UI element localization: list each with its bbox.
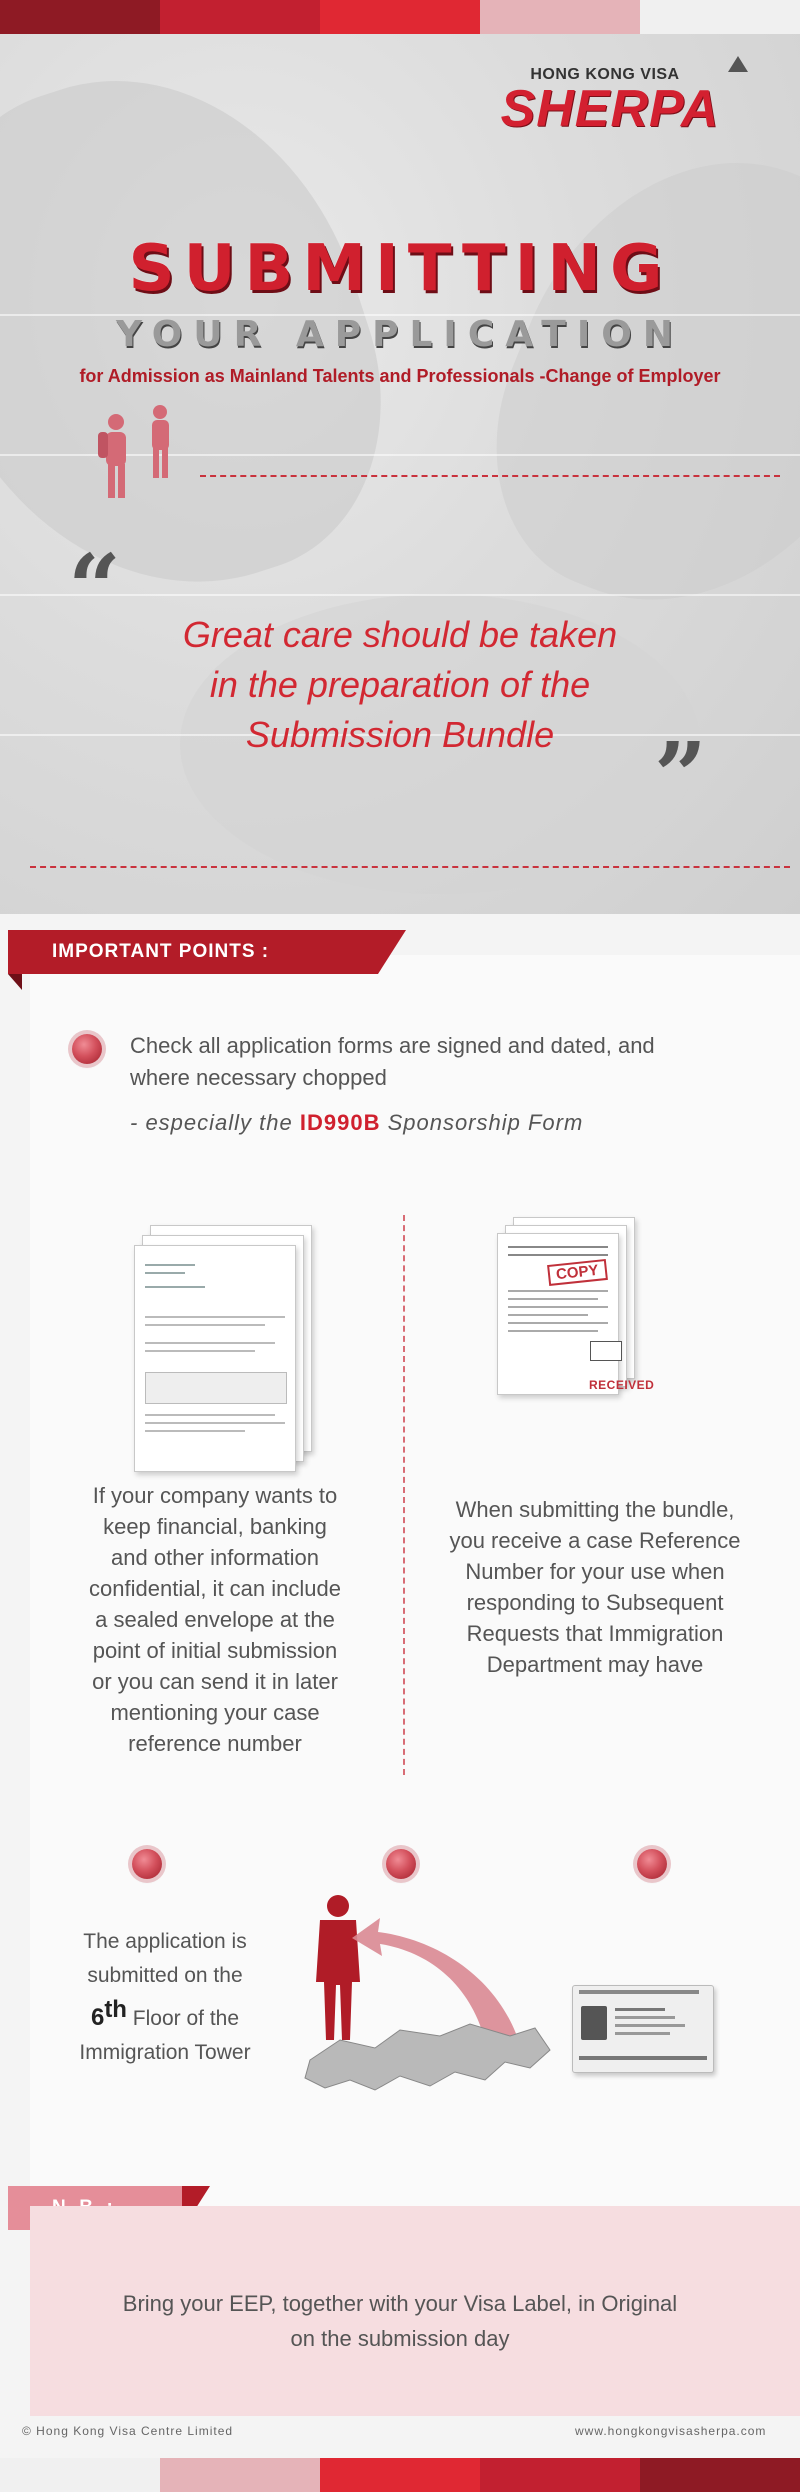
- quote-line: in the preparation of the: [209, 664, 591, 705]
- text-line: reference number: [128, 1731, 302, 1756]
- copy-stamp: COPY: [547, 1259, 607, 1286]
- submission-location-text: [60, 1925, 270, 2070]
- bullet-icon: [386, 1849, 416, 1879]
- point-subtext: [130, 1110, 750, 1136]
- text-line: keep financial, banking: [103, 1514, 327, 1539]
- text-line: or you can send it in later: [92, 1669, 338, 1694]
- copyright-text: © Hong Kong Visa Centre Limited: [22, 2424, 234, 2438]
- text-line: point of initial submission: [92, 1638, 338, 1663]
- id-card-icon: [572, 1985, 714, 2073]
- text-line: Bring your EEP, together with your Visa Label, in Original: [122, 2291, 678, 2316]
- text-line: When submitting the bundle,: [455, 1497, 735, 1522]
- received-document-icon: [497, 1233, 619, 1395]
- confidential-info-text: [55, 1480, 375, 1759]
- text-line: Requests that Immigration: [466, 1621, 724, 1646]
- text-line: mentioning your case: [110, 1700, 320, 1725]
- text-line: on the submission day: [290, 2326, 510, 2351]
- close-quote-icon: ”: [654, 722, 707, 830]
- website-link[interactable]: www.hongkongvisasherpa.com: [575, 2424, 767, 2438]
- businessman-icon: [316, 1895, 360, 2040]
- quote-text: [60, 610, 740, 760]
- dashed-divider: [200, 475, 780, 477]
- hikers-illustration: [88, 400, 198, 520]
- text-line: Immigration Tower: [79, 2041, 251, 2064]
- text-line: confidential, it can include: [89, 1576, 341, 1601]
- application-form-icon: [134, 1245, 296, 1472]
- floor-line: [60, 1993, 270, 2036]
- bullet-icon: [72, 1034, 102, 1064]
- text-line: The application is: [83, 1930, 247, 1953]
- logo-main-text: SHERPA: [500, 80, 720, 138]
- reference-number-text: [425, 1494, 765, 1680]
- received-stamp: RECEIVED: [589, 1378, 655, 1392]
- quote-line: Submission Bundle: [245, 714, 555, 755]
- bottom-color-strip: [0, 2458, 800, 2492]
- text-line: responding to Subsequent: [466, 1590, 724, 1615]
- immigration-map-illustration: [280, 1890, 580, 2100]
- text-line: a sealed envelope at the: [95, 1607, 335, 1632]
- vertical-dashed-divider: [403, 1215, 405, 1775]
- banner-fold: [8, 974, 22, 990]
- open-quote-icon: “: [68, 534, 121, 642]
- point-text: [130, 1030, 750, 1094]
- form-id-highlight: ID990B: [299, 1110, 381, 1135]
- text-line: you receive a case Reference: [449, 1528, 741, 1553]
- bullet-icon: [637, 1849, 667, 1879]
- point-subtext-prefix: - especially the: [130, 1110, 300, 1135]
- text-line: Department may have: [486, 1652, 704, 1677]
- point-line: where necessary chopped: [130, 1065, 387, 1090]
- top-color-strip: [0, 0, 800, 34]
- text-line: If your company wants to: [92, 1483, 338, 1508]
- floor-word: Floor of the: [126, 2007, 240, 2030]
- important-points-banner: IMPORTANT POINTS :: [8, 930, 378, 974]
- floor-suffix: th: [104, 1996, 127, 2023]
- page-subtitle: for Admission as Mainland Talents and Professionals -Change of Employer: [79, 366, 721, 386]
- bullet-icon: [132, 1849, 162, 1879]
- logo-top-text: HONG KONG VISA: [530, 66, 680, 83]
- page-title-secondary: YOUR APPLICATION: [115, 314, 684, 355]
- point-subtext-suffix: Sponsorship Form: [380, 1110, 584, 1135]
- text-line: and other information: [111, 1545, 319, 1570]
- date-stamp: [590, 1341, 622, 1361]
- floor-number: 6: [90, 2004, 105, 2031]
- text-line: Number for your use when: [465, 1559, 725, 1584]
- page-title: SUBMITTING: [128, 232, 672, 306]
- text-line: submitted on the: [87, 1964, 243, 1987]
- quote-line: Great care should be taken: [182, 614, 618, 655]
- nb-text: [60, 2286, 740, 2356]
- point-line: Check all application forms are signed and dated, and: [130, 1033, 655, 1058]
- curved-arrow-icon: [352, 1918, 520, 2045]
- dashed-divider: [30, 866, 790, 868]
